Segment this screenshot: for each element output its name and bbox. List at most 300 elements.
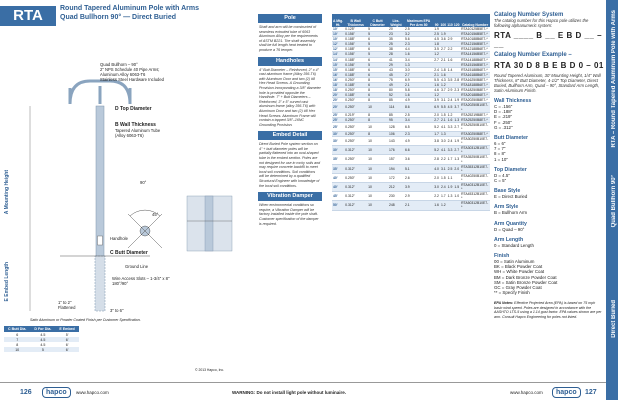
table-cell: 0.312" — [344, 146, 367, 155]
epa-notes-title: EPA Notes: — [494, 301, 514, 306]
wall-thickness-sub1: Tapered Aluminum Tube — [115, 128, 161, 133]
table-cell: RTA15156B5E7-* — [460, 62, 490, 67]
catalog-group-item: BK = Black Powder Coat — [494, 264, 543, 270]
table-row — [332, 173, 490, 182]
table-cell: 1.3 — [447, 192, 454, 201]
table-cell: 10 — [367, 137, 388, 146]
right-website: www.hapco.com — [510, 390, 543, 395]
table-cell: RTA14156B5E7-* — [460, 52, 490, 57]
table-cell: 1.6 — [433, 201, 440, 210]
table-cell: 5 — [367, 52, 388, 57]
table-cell: 5.6 — [404, 37, 433, 42]
table-cell: RTA12188B6E7-* — [460, 47, 490, 52]
catalog-group-title: Top Diameter — [494, 166, 527, 173]
spec-col-header: A Mtg. Ht. — [332, 14, 344, 27]
table-cell: 114 — [388, 103, 404, 112]
table-cell: 1.1 — [447, 173, 454, 182]
table-cell: 10 — [367, 183, 388, 192]
table-row — [332, 164, 490, 173]
table-cell: 35' — [332, 155, 344, 164]
table-cell: 0.312" — [344, 192, 367, 201]
table-cell: 2.5 — [447, 164, 454, 173]
table-cell: 157 — [388, 155, 404, 164]
table-cell: 1.6 — [404, 93, 433, 98]
table-cell: 2.1 — [434, 72, 439, 77]
top-col-header: D For Dia. — [30, 326, 55, 332]
epa-notes — [494, 301, 604, 319]
table-cell: 3.0 — [440, 137, 447, 146]
table-cell: 8 — [367, 112, 388, 117]
wall-thickness-title: B Wall Thickness — [115, 122, 156, 128]
table-cell: 20 — [388, 27, 404, 32]
table-cell: 52 — [388, 93, 404, 98]
table-cell: RTA30250B10E7-* — [461, 137, 489, 146]
table-cell: 20' — [332, 93, 344, 98]
catalog-example: RTA 30 D 8 B E B D 0 – 01 — [494, 61, 604, 70]
table-cell: RTA16188B6E7-* — [460, 72, 490, 77]
table-cell: 10 — [367, 146, 388, 155]
table-cell: 1.7 — [434, 131, 439, 136]
header-line1: Round Tapered Aluminum Pole with Arms — [60, 5, 199, 12]
table-cell: 4.9 — [404, 98, 433, 103]
table-cell: 2.0 — [434, 112, 439, 117]
table-cell: RTA25250B8E7-* — [460, 117, 490, 122]
table-cell: 14' — [332, 52, 344, 57]
table-cell: 8 — [367, 98, 388, 103]
table-cell: 2.1 — [404, 83, 433, 88]
table-cell: 1.5 — [453, 183, 460, 192]
table-cell: 8 — [367, 131, 388, 136]
table-cell: 10' — [332, 37, 344, 42]
table-cell: 10 — [367, 122, 388, 131]
table-cell: 0.219" — [344, 112, 367, 117]
table-cell: 10 — [367, 192, 388, 201]
table-cell: 5.1 — [404, 164, 433, 173]
table-cell: 2.4 — [440, 183, 447, 192]
table-cell: 2.8 — [433, 155, 440, 164]
table-row — [332, 137, 490, 146]
table-cell: 15' — [332, 62, 344, 67]
table-cell: 2.9 — [447, 88, 453, 93]
table-cell: 1.6 — [447, 117, 453, 122]
table-cell: 2.2 — [447, 47, 453, 52]
spec-table-header — [332, 14, 490, 27]
table-cell: 10' — [332, 32, 344, 37]
spec-col-header: 120 — [453, 14, 460, 27]
table-cell: RTA40312B10E7-* — [461, 183, 489, 192]
table-cell: 1.3 — [453, 155, 460, 164]
table-cell: 0.188" — [344, 83, 367, 88]
table-cell: 40' — [332, 183, 344, 192]
table-row — [332, 155, 490, 164]
handhole — [98, 236, 103, 245]
table-cell: 16' — [332, 72, 344, 77]
table-cell: 2.1 — [440, 57, 446, 62]
table-cell: 35' — [332, 164, 344, 173]
spec-col-header: 90 — [433, 14, 440, 27]
catalog-group-item: 00 = Satin Aluminum — [494, 259, 535, 265]
table-cell: 5 — [367, 27, 388, 32]
table-cell: 128 — [388, 122, 404, 131]
table-cell: 1.9 — [453, 137, 460, 146]
table-cell: 2.3 — [404, 42, 433, 47]
table-cell: 2.7 — [453, 122, 460, 131]
table-cell: 10 — [367, 103, 388, 112]
right-logo: hapco — [552, 387, 581, 398]
table-cell: 0.188" — [344, 67, 367, 72]
table-cell: 6 — [367, 37, 388, 42]
table-cell: 2.0 — [453, 164, 460, 173]
table-cell: 2.4 — [447, 137, 454, 146]
table-cell: 10' — [332, 27, 344, 32]
catalog-group-item: C = .156" — [494, 104, 513, 109]
bullhorn-arms — [70, 81, 130, 104]
table-cell: 16' — [332, 77, 344, 82]
table-cell: 1.8 — [440, 67, 446, 72]
side-band — [606, 0, 618, 400]
table-cell: 143 — [388, 137, 404, 146]
left-logo: hapco — [42, 387, 71, 398]
catalog-group-title: Base Style — [494, 188, 521, 195]
table-cell: 8 — [367, 88, 388, 93]
table-cell: 0.156" — [344, 62, 367, 67]
table-cell: 12' — [332, 47, 344, 52]
table-cell: 40' — [332, 173, 344, 182]
catalog-example-desc: Round Tapered Aluminum, 30' Mounting Height, 1/4" Wall Thickness, 8" Butt Diameter, 4-1/2" Top Diameter, Direct Buried, Bullhorn Arm, Quad – 90°, Standard Arm Length, Satin Aluminum Finish. — [494, 73, 601, 93]
spec-col-header: 100 — [440, 14, 447, 27]
table-cell: 6 — [367, 47, 388, 52]
table-cell — [453, 201, 460, 210]
table-cell: RTA16250B8E7-* — [460, 77, 490, 82]
table-cell: 4.1 — [440, 122, 447, 131]
table-cell: 1.7 — [447, 155, 454, 164]
table-cell: 30' — [332, 131, 344, 136]
table-cell: 23 — [388, 32, 404, 37]
handholes-section-title: Handholes — [258, 57, 322, 66]
table-cell: 4.9 — [404, 137, 433, 146]
table-cell: 5 — [367, 42, 388, 47]
wire-access-label — [112, 276, 202, 286]
catalog-group-title: Wall Thickness — [494, 98, 532, 104]
catalog-group-item: E = Direct Buried — [494, 194, 528, 200]
arm-callout-1: Quad Bullhorn – 90° — [100, 62, 138, 67]
table-cell: 5.2 — [433, 146, 440, 155]
table-cell: 1.9 — [447, 183, 454, 192]
table-cell: 2.7 — [404, 72, 433, 77]
table-cell: 6 — [367, 93, 388, 98]
table-cell: 5.5 — [434, 77, 439, 82]
table-cell: 5.2 — [433, 122, 440, 131]
table-cell: 1.6 — [434, 83, 439, 88]
table-cell: 0.250" — [344, 137, 367, 146]
table-cell: RTA14188B6E7-* — [460, 57, 490, 62]
table-cell: 2.5 — [434, 32, 439, 37]
table-cell: 5.5 — [440, 103, 447, 112]
table-cell: 3.2 — [404, 32, 433, 37]
table-cell: RTA30312B10E7-* — [461, 146, 489, 155]
table-cell: 4.3 — [440, 77, 446, 82]
table-cell: 1.9 — [440, 32, 446, 37]
catalog-groups — [494, 98, 604, 295]
table-cell: 6 — [367, 57, 388, 62]
table-cell: 3.4 — [404, 57, 433, 62]
spec-col-header: Maximum EPA Per Arm 80 — [404, 14, 433, 27]
table-cell: 4.6 — [434, 88, 439, 93]
wire-access-line2: 180°/90° — [112, 281, 129, 286]
table-cell: RTA15188B6E7-* — [460, 67, 490, 72]
table-cell: 45 — [388, 72, 404, 77]
mounting-height-label: A Mounting Height — [4, 170, 10, 215]
catalog-example-title: Catalog Number Example – — [494, 52, 572, 58]
table-row: 6 4.5 5' — [16, 332, 69, 337]
warning-text: WARNING: Do not install light pole without luminaire. — [232, 390, 346, 395]
table-cell: 1.6 — [440, 72, 446, 77]
table-cell: RTA40250B10E7-* — [461, 173, 489, 182]
table-cell: RTA25219B8E7-* — [460, 112, 490, 117]
table-cell: 10 — [367, 201, 388, 210]
table-cell: 3.4 — [404, 117, 433, 122]
dimension-label: 3" to 6" — [110, 308, 124, 313]
table-cell: 45' — [332, 192, 344, 201]
table-cell: 0.188" — [344, 47, 367, 52]
table-cell: 1.2 — [434, 52, 439, 57]
right-page-number: 127 — [585, 389, 597, 396]
spec-col-header: C Butt Diameter — [367, 14, 388, 27]
table-cell: 2.0 — [433, 173, 440, 182]
table-cell: 30' — [332, 137, 344, 146]
handholes-section-body: 4" Butt Diameter – Reinforced, 2" x 4" cast aluminum frame (Alloy 356-T6) with Aluminum Door and two (2) #8 Hex Head Screws. A Grounding Provision incorporating a 3/8" diameter hole is provided opposite the Handhole. 7" + Butt Diameters – Reinforced, 3" x 5" curved cast aluminum frame (alloy 356-T6) with Aluminum Door and two (2) #8 Hex Head Screws. Aluminum Frame will contain a tapped 3/8"–16NC Grounding Provision. — [259, 67, 321, 127]
table-cell: 12' — [332, 42, 344, 47]
table-cell: RTA18188B6E7-* — [460, 83, 490, 88]
table-cell — [453, 173, 460, 182]
table-cell: 5.8 — [404, 88, 433, 93]
table-cell: 6.9 — [433, 103, 440, 112]
catalog-group-item: 1 = 10" — [494, 156, 508, 162]
table-cell: 3.6 — [440, 37, 446, 42]
table-cell: 4.0 — [433, 164, 440, 173]
table-cell: 10 — [367, 173, 388, 182]
table-cell: 35 — [388, 37, 404, 42]
table-cell: 3.7 — [453, 103, 460, 112]
vibration-section-title: Vibration Damper — [258, 192, 322, 201]
table-cell: 15' — [332, 67, 344, 72]
table-cell: 4.5 — [447, 103, 454, 112]
epa-notes-body: Effective Projected Area (EPA) is based on 75 mph basic wind speed. Poles are designed in accordance with the AASHTO LTS-5 using a 1.14 gust factor. EPA values shown are per arm. Consult Hapco Engineering for poles not listed. — [494, 301, 602, 319]
table-cell: 30' — [332, 146, 344, 155]
table-cell: 0.188" — [344, 37, 367, 42]
table-cell: 1.3 — [440, 131, 446, 136]
table-cell: 3.5 — [447, 77, 453, 82]
table-cell: 1.6 — [447, 57, 453, 62]
table-cell: RTA20188B6E7-* — [460, 93, 490, 98]
top-diameter-label: D Top Diameter — [115, 106, 152, 112]
table-cell: RTA18250B8E7-* — [460, 88, 490, 93]
table-cell: 3.9 — [404, 183, 433, 192]
embed-col-header: E Embed — [55, 326, 78, 332]
table-cell: 4.1 — [440, 146, 447, 155]
table-cell: 2.5 — [404, 27, 433, 32]
table-cell: 0.125" — [344, 27, 367, 32]
catalog-group-item: E = .219" — [494, 114, 513, 120]
table-cell: 0.188" — [344, 72, 367, 77]
embed-length-label: E Embed Length — [4, 262, 10, 302]
arm-callout-4: Stainless Steel Hardware Included — [100, 77, 165, 82]
table-cell: 2.7 — [453, 146, 460, 155]
table-cell: 95 — [388, 117, 404, 122]
table-cell: 0.250" — [344, 131, 367, 136]
table-cell: 38 — [388, 47, 404, 52]
angle-45-label: 45° — [152, 212, 159, 217]
table-cell: 18' — [332, 83, 344, 88]
catalog-title: Catalog Number System — [494, 12, 564, 18]
table-cell: 2.2 — [440, 155, 447, 164]
table-cell: 0.188" — [344, 93, 367, 98]
table-cell: 10 — [367, 155, 388, 164]
table-cell: 1.9 — [454, 98, 460, 103]
catalog-group-title: Finish — [494, 253, 510, 260]
angle-90-label: 90° — [140, 180, 147, 185]
table-cell: 2.5 — [404, 112, 433, 117]
table-cell: 8 — [367, 117, 388, 122]
table-cell: 2.1 — [440, 117, 446, 122]
pole-section-body: Shaft and arm will be constructed of seamless extruded tube of 6063 Aluminum Alloy per the requirements of ASTM B221. The shaft assembly shall be full length heat treated to produce a T6 temper. — [259, 25, 318, 52]
table-cell: 0.312" — [344, 201, 367, 210]
table-row — [332, 122, 490, 131]
spec-table — [332, 14, 490, 211]
catalog-intro: The catalog number for this Hapco pole utilizes the following alphanumeric system: — [494, 18, 589, 28]
table-cell: 194 — [388, 164, 404, 173]
table-cell: 1.3 — [454, 117, 460, 122]
table-cell: 50' — [332, 201, 344, 210]
spec-col-header: B Wall Thickness — [344, 14, 367, 27]
side-band-mid: Quad Bullhorn 90° — [611, 175, 617, 228]
catalog-group-item: ** = Specify Finish — [494, 290, 530, 296]
table-cell: 29 — [388, 62, 404, 67]
table-cell: 1.0 — [453, 192, 460, 201]
table-cell: 5 — [367, 32, 388, 37]
table-cell: 0.188" — [344, 57, 367, 62]
table-cell: 0.250" — [344, 98, 367, 103]
table-cell: 0.250" — [344, 103, 367, 112]
flattened-line1: 1" to 2" — [58, 300, 72, 305]
table-cell: RTA10188B6E7-* — [460, 37, 490, 42]
table-cell: 0.250" — [344, 122, 367, 131]
arm-callout-2: 2" NPS Schedule 40 Pipe Arms; — [100, 67, 160, 72]
flattened-label — [58, 300, 75, 310]
arm-callout-3: Aluminum Alloy 6063-T6 — [100, 72, 146, 77]
table-cell: 2.7 — [434, 57, 439, 62]
table-cell: 43 — [388, 67, 404, 72]
table-cell: RTA45312B10E7-* — [461, 192, 489, 201]
table-cell: 0.250" — [344, 117, 367, 122]
catalog-group-item: SM = Satin Bronze Powder Coat — [494, 279, 558, 285]
table-cell: 0.250" — [344, 155, 367, 164]
table-cell: 0.156" — [344, 52, 367, 57]
table-cell: 3.1 — [440, 164, 447, 173]
copyright-note: © 2013 Hapco, Inc. — [195, 368, 225, 372]
table-cell: 14' — [332, 57, 344, 62]
table-row: 7 4.5 6' — [4, 337, 79, 342]
table-cell: 2.8 — [454, 77, 460, 82]
table-cell: 0.250" — [344, 88, 367, 93]
arm-callout — [100, 62, 180, 82]
table-cell: 2.2 — [433, 192, 440, 201]
table-cell: 1.2 — [434, 93, 439, 98]
left-website: www.hapco.com — [76, 390, 109, 395]
catalog-group-item: D = Quad – 90° — [494, 226, 525, 232]
side-band-top: RTA – Round Tapered Aluminum Pole with Arms — [611, 10, 617, 148]
table-cell: 212 — [388, 183, 404, 192]
table-cell: 6.6 — [404, 146, 433, 155]
catalog-group-title: Arm Style — [494, 204, 519, 211]
table-row — [332, 146, 490, 155]
table-cell: 2.3 — [454, 88, 460, 93]
table-cell: 10 — [367, 164, 388, 173]
table-cell: 2.7 — [440, 47, 446, 52]
table-cell: 1.9 — [434, 27, 439, 31]
table-cell: 172 — [388, 173, 404, 182]
table-cell: 80 — [388, 88, 404, 93]
table-cell: 2.3 — [404, 131, 433, 136]
table-cell: 20' — [332, 103, 344, 112]
table-cell: 2.9 — [447, 37, 453, 42]
table-cell: 0.312" — [344, 183, 367, 192]
table-cell: 176 — [388, 146, 404, 155]
embed-section-title: Embed Detail — [258, 131, 322, 140]
catalog-column — [494, 12, 604, 319]
table-cell: 5 — [367, 62, 388, 67]
table-cell: 28 — [388, 52, 404, 57]
table-cell: 1.7 — [440, 192, 447, 201]
table-cell: 2.4 — [447, 98, 453, 103]
table-cell: RTA30250B8E7-* — [460, 131, 490, 136]
table-cell: 6.9 — [404, 77, 433, 82]
catalog-group-item: BM = Dark Bronze Powder Coat — [494, 274, 557, 280]
table-cell: 3.7 — [440, 88, 446, 93]
wire-access-line1: Wire Access Slots – 1-3/4" x 8" — [112, 276, 170, 281]
table-cell: 18' — [332, 88, 344, 93]
table-row — [332, 183, 490, 192]
table-row — [332, 192, 490, 201]
catalog-group-title: Arm Length — [494, 236, 524, 243]
table-cell: RTA10156B5E7-* — [460, 32, 490, 37]
table-cell: 85 — [388, 112, 404, 117]
table-cell: 2.7 — [434, 117, 439, 122]
table-cell: 1.3 — [404, 62, 433, 67]
catalog-group-title: Butt Diameter — [494, 135, 529, 142]
ground-line-label: Ground Line — [125, 264, 149, 269]
table-cell: 3.9 — [434, 98, 439, 103]
table-cell: 6.5 — [404, 122, 433, 131]
catalog-group-item: D = .188" — [494, 109, 513, 115]
table-cell: 1.6 — [404, 52, 433, 57]
table-cell: 41 — [388, 57, 404, 62]
table-cell: 49 — [388, 83, 404, 88]
table-cell: 8.6 — [404, 103, 433, 112]
flattened-line2: Flattened — [58, 305, 76, 310]
catalog-group-item: WH = White Powder Coat — [494, 269, 545, 275]
table-cell: 3.5 — [434, 47, 439, 52]
table-cell: 3.8 — [433, 137, 440, 146]
catalog-group-item: 8 = 8" — [494, 151, 506, 157]
table-cell: 3.3 — [447, 122, 454, 131]
table-cell: 3.6 — [404, 155, 433, 164]
table-row — [332, 103, 490, 112]
table-cell: RTA35250B10E7-* — [461, 155, 489, 164]
table-cell: 75 — [388, 77, 404, 82]
table-cell: 1.8 — [434, 42, 439, 47]
table-cell: 0.156" — [344, 42, 367, 47]
